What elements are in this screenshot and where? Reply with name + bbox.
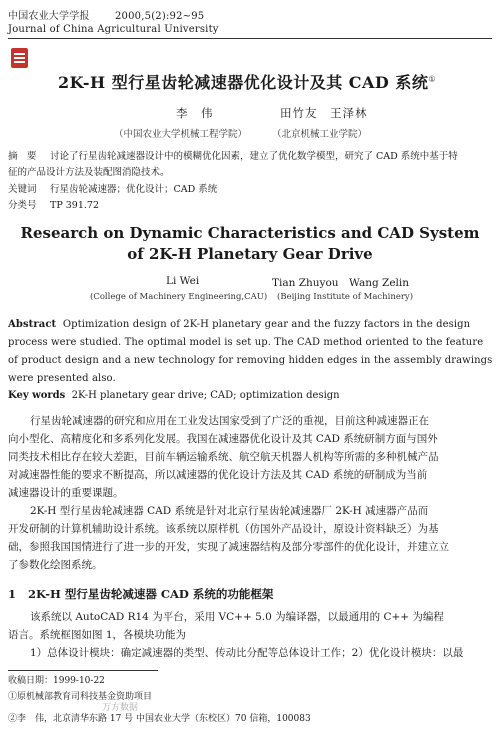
body-p1-line4: 对减速器性能的要求不断提高，所以减速器的优化设计方法及其 CAD 系统的研制成为当前 [8,469,428,481]
body-p1-line3: 同类技术相比存在较大差距，目前车辆运输系统、航空航天机器人机构等所需的多种机械产品 [8,451,439,463]
author-cn-2-3: 田竹友 王泽林 [280,106,368,120]
watermark: 万方数据 [102,703,139,713]
body-p2-line2: 开发研制的计算机辅助设计系统。该系统以原样机（仿国外产品设计，原设计资料缺乏）为基 [8,523,439,535]
affiliation-cn-1: （中国农业大学机械工程学院） [114,129,248,140]
title-cn [58,70,436,93]
footnote-author-info: ②李 伟，北京清华东路 17 号 中国农业大学（东校区）70 信箱，100083 [8,714,311,724]
abstract-en [8,316,492,388]
title-cn-text: 2K-H 型行星齿轮减速器优化设计及其 CAD 系统 [58,73,429,92]
section-1-title: 2K-H 型行星齿轮减速器 CAD 系统的功能框架 [28,587,274,601]
keywords-cn-label: 关键词 [8,184,37,195]
author-en-1: Li Wei [166,275,200,287]
keywords-en-label: Key words [8,390,66,401]
body-p2-line1: 2K-H 型行星齿轮减速器 CAD 系统是针对北京行星齿轮减速器厂 2K-H 减速器产品而 [30,505,429,517]
keywords-en [8,390,340,401]
class-no-text: TP 391.72 [50,200,99,211]
journal-name-en: Journal of China Agricultural University [8,24,219,35]
body-p3-line3: 1）总体设计模块：确定减速器的类型、传动比分配等总体设计工作；2）优化设计模块：以最 [30,647,464,659]
author-cn-1: 李 伟 [176,106,214,120]
abstract-cn-line1: 讨论了行星齿轮减速器设计中的模糊优化因素，建立了优化数学模型，研究了 CAD 系统中基于特 [50,151,458,162]
header-rule [8,38,492,39]
body-paragraph-2 [8,502,492,574]
abstract-cn-line2: 征的产品设计方法及装配图消隐技术。 [8,167,170,178]
class-no-label: 分类号 [8,200,37,211]
body-p1-line5: 减速器设计的重要课题。 [8,487,124,499]
body-p1-line2: 向小型化、高精度化和多系列化发展。我国在减速器优化设计及其 CAD 系统研制方面与国外 [8,433,438,445]
body-p2-line3: 础，参照我国国情进行了进一步的开发，实现了减速器结构及部分零部件的优化设计，并建立立 [8,541,449,553]
body-p2-line4: 了参数化绘图系统。 [8,559,103,571]
journal-name-cn: 中国农业大学学报 [8,11,90,22]
journal-issue: 2000,5(2):92~95 [115,11,205,22]
journal-logo-icon [11,48,28,68]
body-paragraph-1 [8,412,492,502]
keywords-en-text: 2K-H planetary gear drive; CAD; optimization design [71,390,340,401]
title-en-line1: Research on Dynamic Characteristics and CAD System [20,224,480,242]
section-1-number: 1 [8,587,17,601]
abstract-en-line1: Optimization design of 2K-H planetary gear and the fuzzy factors in the design [62,319,471,330]
body-p3-line1: 该系统以 AutoCAD R14 为平台，采用 VC++ 5.0 为编译器，以最通用的 C++ 为编程 [30,611,444,623]
abstract-en-line3: of product design and a new technology for removing hidden edges in the assembly drawings [8,355,493,366]
author-en-2-3: Tian Zhuyou Wang Zelin [272,277,410,289]
section-1-heading [8,586,273,602]
abstract-cn-label: 摘 要 [8,151,37,162]
footnote-fund: ①原机械部教育司科技基金资助项目 [8,692,153,702]
abstract-en-line4: were presented also. [8,373,116,384]
title-note-mark: ① [428,74,437,84]
title-en-line2: of 2K-H Planetary Gear Drive [127,245,373,263]
affiliation-en-2: (Beijing Institute of Machinery) [277,292,414,302]
affiliation-en-1: (College of Machinery Engineering,CAU) [90,292,268,302]
affiliation-cn-2: （北京机械工业学院） [272,129,368,140]
body-paragraph-3 [8,608,492,662]
keywords-cn-text: 行星齿轮减速器；优化设计；CAD 系统 [50,184,218,195]
body-p1-line1: 行星齿轮减速器的研究和应用在工业发达国家受到了广泛的重视，目前这种减速器正在 [30,415,429,427]
abstract-en-label: Abstract [8,319,57,330]
footnote-received: 收稿日期：1999-10-22 [8,676,105,686]
abstract-en-line2: process were studied. The optimal model is set up. The CAD method oriented to the feature [8,337,484,348]
body-p3-line2: 语言。系统框图如图 1，各模块功能为 [8,629,187,641]
footnote-rule [8,670,158,671]
